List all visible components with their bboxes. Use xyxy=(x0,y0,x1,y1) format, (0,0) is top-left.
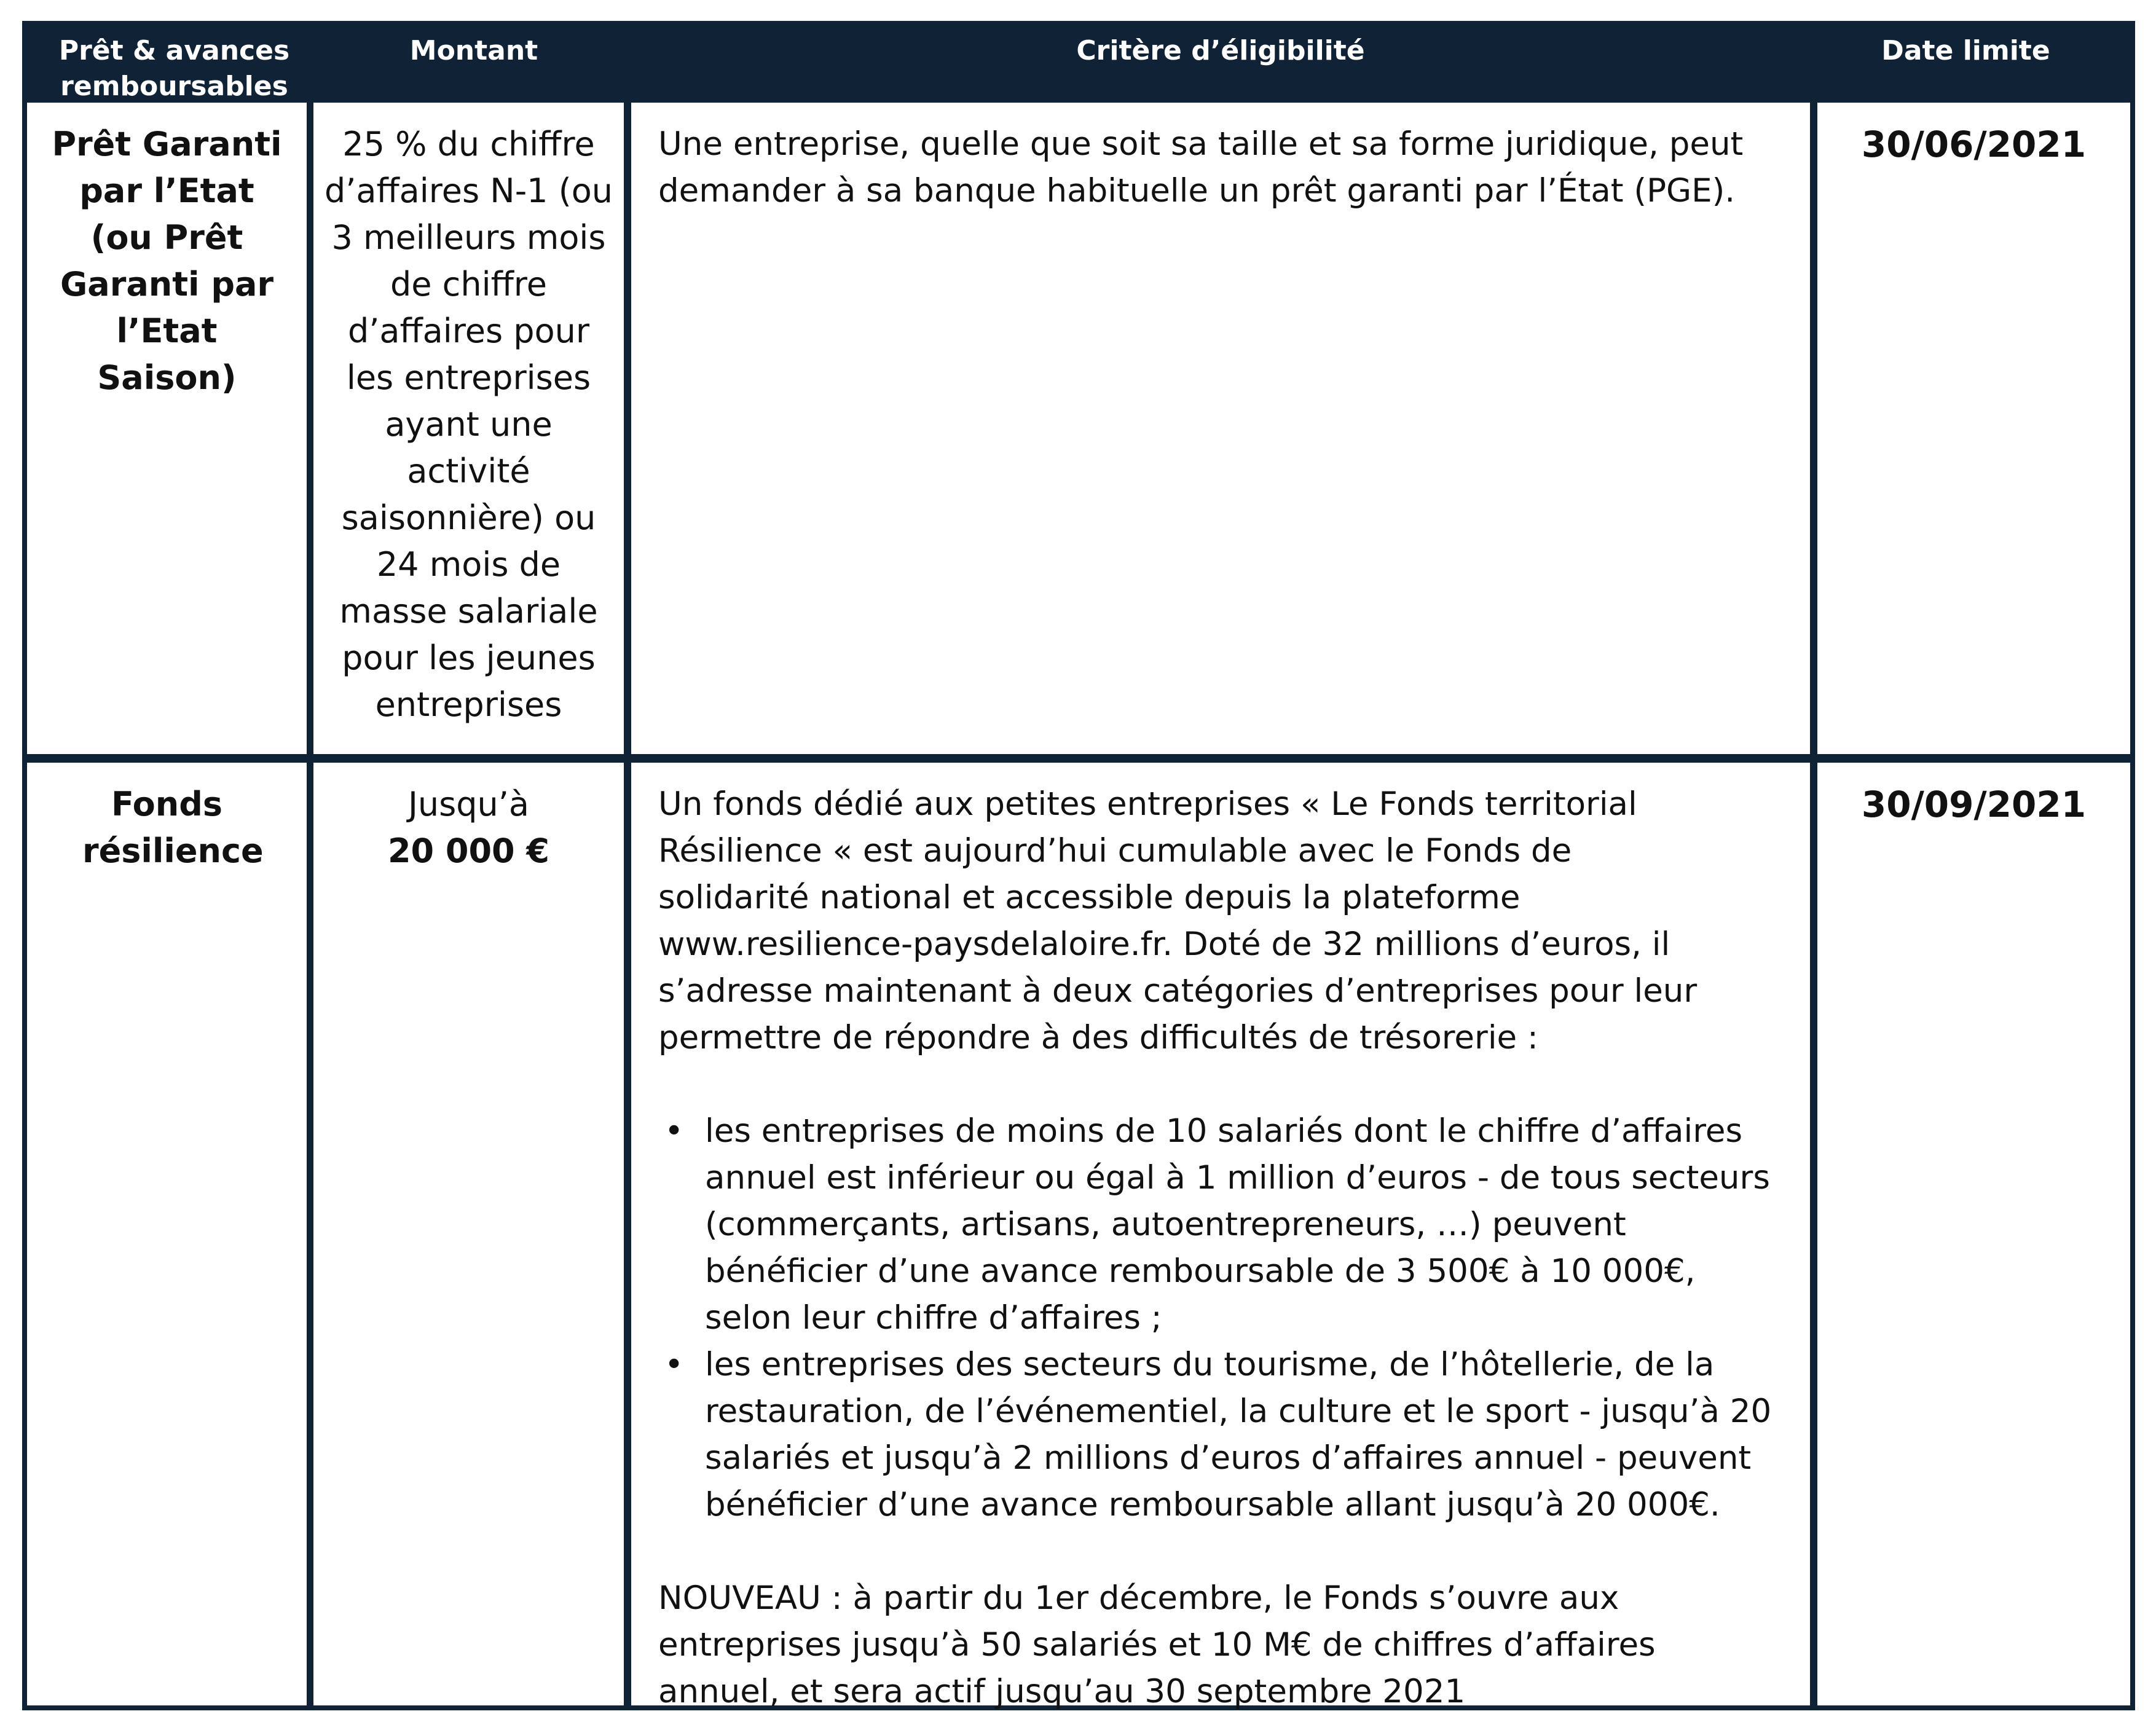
eligibility-new: NOUVEAU : à partir du 1er décembre, le Fonds s’ouvre aux entreprises jusqu’à 50 salariés et 10 M€ de chiffres d’affaires annuel, et sera actif jusqu’au 30 septembre 2021 xyxy=(658,1579,1656,1710)
aid-table xyxy=(22,21,2135,1710)
eligibility-intro: Un fonds dédié aux petites entreprises « Le Fonds territorial Résilience « est aujourd’hui cumulable avec le Fonds de solidarité national et accessible depuis la plateforme www.resilience-paysdelaloire.fr. Doté de 32 millions d’euros, il s’adresse maintenant à deux catégories d’entreprises pour leur permettre de répondre à des difficultés de trésorerie : xyxy=(658,785,1698,1056)
amount-prefix: Jusqu’à xyxy=(407,785,530,824)
bullet-icon: • xyxy=(664,1346,684,1383)
list-item: • les entreprises des secteurs du tourisme, de l’hôtellerie, de la restauration, de l’événementiel, la culture et le sport - jusqu’à 20 salariés et jusqu’à 2 millions d’euros d’affaires annuel - peuvent bénéficier d’une avance remboursable allant jusqu’à 20 000€. xyxy=(658,1342,1792,1528)
eligibility-text: Une entreprise, quelle que soit sa taille et sa forme juridique, peut demander à sa banque habituelle un prêt garanti par l’État (PGE). xyxy=(658,125,1744,210)
table-row-pge-name xyxy=(27,103,307,754)
header-amount: Montant xyxy=(409,35,538,66)
deadline-date: 30/06/2021 xyxy=(1861,124,2087,165)
loan-amount: 25 % du chiffre d’affaires N-1 (ou 3 meilleurs mois de chiffre d’affaires pour les entreprises ayant une activité saisonnière) ou 24 mois de masse salariale pour les jeunes entreprises xyxy=(324,125,613,724)
amount-value: 20 000 € xyxy=(387,832,550,870)
header-loan-type: Prêt & avances remboursables xyxy=(58,35,290,102)
table-row-pge-criteria xyxy=(631,103,1810,754)
list-item: • les entreprises de moins de 10 salariés dont le chiffre d’affaires annuel est inférieur ou égal à 1 million d’euros - de tous secteurs (commerçants, artisans, autoentrepreneurs, …) peuvent bénéficier d’une avance remboursable de 3 500€ à 10 000€, selon leur chiffre d’affaires ; xyxy=(658,1108,1792,1342)
header-deadline: Date limite xyxy=(1881,35,2050,66)
eligibility-bullets xyxy=(658,1108,1792,1528)
table-row-resilience-deadline xyxy=(1817,763,2130,1705)
table-row-pge-amount xyxy=(313,103,624,754)
header-eligibility: Critère d’éligibilité xyxy=(1076,35,1365,66)
table-row-pge-deadline xyxy=(1817,103,2130,754)
loan-name: Fonds résilience xyxy=(82,785,264,870)
table-row-resilience-amount xyxy=(313,763,624,1705)
loan-name: Prêt Garanti par l’Etat (ou Prêt Garanti par l’Etat Saison) xyxy=(52,125,282,397)
bullet-icon: • xyxy=(664,1112,684,1150)
table-row-resilience-name xyxy=(27,763,307,1705)
table-row-resilience-criteria xyxy=(631,763,1810,1710)
deadline-date: 30/09/2021 xyxy=(1861,784,2087,825)
